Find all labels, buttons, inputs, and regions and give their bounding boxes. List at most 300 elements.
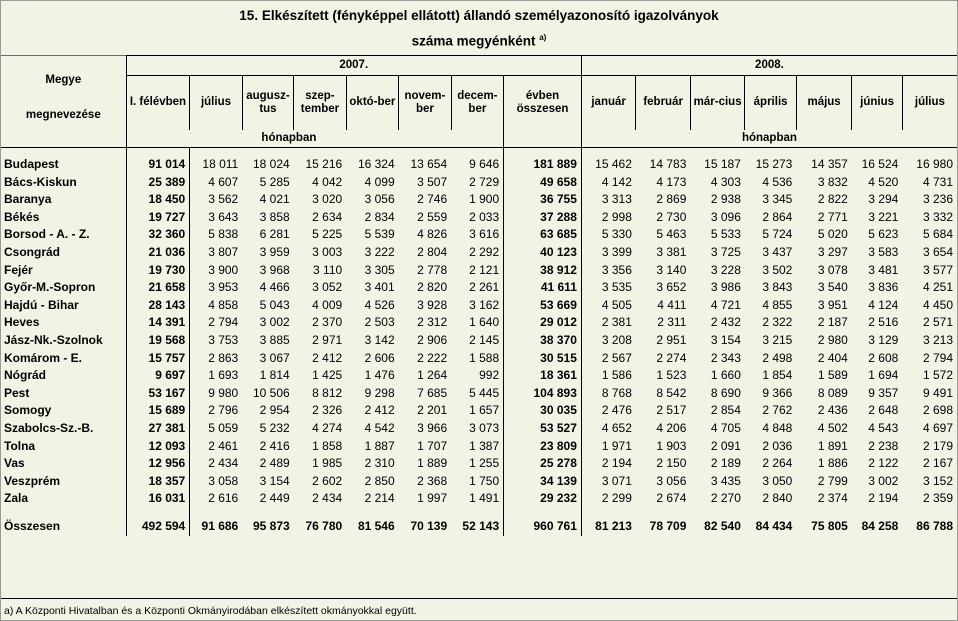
cell-value: 3 221 bbox=[868, 209, 899, 224]
cell-value: 3 652 bbox=[656, 280, 687, 295]
cell-value: 3 401 bbox=[364, 280, 395, 295]
cell-value: 3 140 bbox=[656, 262, 687, 277]
cell-value: 4 697 bbox=[922, 420, 953, 435]
cell-value: 3 725 bbox=[710, 244, 741, 259]
cell-value: 15 273 bbox=[755, 157, 793, 171]
cell-value: 2 299 bbox=[601, 491, 632, 506]
cell-value: 1 886 bbox=[817, 456, 848, 471]
year-2008-header: 2008. bbox=[581, 56, 957, 76]
cell-value: 16 031 bbox=[126, 490, 190, 508]
cell-value: 4 173 bbox=[656, 174, 687, 189]
col-header-2007-6: decem-ber bbox=[451, 76, 503, 130]
cell-value: 1 387 bbox=[451, 438, 503, 456]
cell-value: 25 389 bbox=[126, 174, 190, 192]
cell-value: 2 122 bbox=[868, 456, 899, 471]
col-header-2008-0: január bbox=[591, 96, 626, 109]
cell-value: 2 906 bbox=[417, 332, 448, 347]
cell-value: 15 216 bbox=[305, 157, 343, 171]
total-row bbox=[1, 516, 957, 536]
cell-value: 13 654 bbox=[410, 157, 448, 171]
cell-value: 2 606 bbox=[364, 350, 395, 365]
cell-value: 84 258 bbox=[861, 518, 899, 533]
cell-value: 3 435 bbox=[710, 473, 741, 488]
cell-value: 2 201 bbox=[417, 403, 448, 418]
table-row bbox=[1, 191, 957, 209]
cell-value: 2 370 bbox=[312, 315, 343, 330]
col-header-2007-2: augusz-tus bbox=[242, 76, 293, 130]
cell-value: 4 142 bbox=[601, 174, 632, 189]
cell-value: 2 434 bbox=[312, 491, 343, 506]
cell-value: 3 050 bbox=[762, 473, 793, 488]
cell-value: 3 073 bbox=[451, 420, 503, 438]
cell-value: 5 232 bbox=[259, 420, 290, 435]
honapban-label-2008: hónapban bbox=[581, 130, 957, 148]
cell-value: 15 187 bbox=[704, 157, 741, 171]
cell-value: 1 255 bbox=[451, 455, 503, 473]
cell-value: 4 855 bbox=[762, 297, 793, 312]
table-row bbox=[1, 174, 957, 192]
cell-value: 18 024 bbox=[252, 157, 290, 171]
cell-value: 3 294 bbox=[868, 192, 899, 207]
footnote: a) A Központi Hivatalban és a Központi Okmányirodában elkészített okmányokkal együtt. bbox=[4, 605, 417, 617]
cell-value: 95 873 bbox=[252, 518, 290, 533]
cell-value: 3 836 bbox=[868, 280, 899, 295]
cell-value: 3 297 bbox=[817, 244, 848, 259]
cell-value: 3 381 bbox=[656, 244, 687, 259]
cell-value: 2 840 bbox=[762, 491, 793, 506]
cell-value: 2 954 bbox=[259, 403, 290, 418]
table-title bbox=[1, 5, 957, 53]
cell-value: 1 572 bbox=[922, 368, 953, 383]
cell-value: 3 129 bbox=[868, 332, 899, 347]
cell-value: 16 980 bbox=[916, 157, 953, 171]
cell-value: 3 481 bbox=[868, 262, 899, 277]
cell-value: 1 814 bbox=[259, 368, 290, 383]
table-row bbox=[1, 367, 957, 385]
cell-value: 3 753 bbox=[208, 332, 239, 347]
cell-value: 4 450 bbox=[922, 297, 953, 312]
cell-value: 2 567 bbox=[601, 350, 632, 365]
cell-value: 29 232 bbox=[504, 490, 582, 508]
county-name: Pest bbox=[1, 385, 126, 403]
cell-value: 1 586 bbox=[601, 368, 632, 383]
cell-value: 3 986 bbox=[710, 280, 741, 295]
megye-header-cell bbox=[1, 56, 126, 148]
table-row bbox=[1, 156, 957, 174]
cell-value: 2 033 bbox=[451, 209, 503, 227]
cell-value: 2 834 bbox=[364, 209, 395, 224]
cell-value: 3 052 bbox=[312, 280, 343, 295]
cell-value: 3 208 bbox=[601, 332, 632, 347]
cell-value: 2 794 bbox=[208, 315, 239, 330]
cell-value: 9 357 bbox=[868, 385, 899, 400]
cell-value: 5 330 bbox=[601, 227, 632, 242]
table-row bbox=[1, 262, 957, 280]
cell-value: 4 274 bbox=[312, 420, 343, 435]
cell-value: 1 900 bbox=[451, 191, 503, 209]
cell-value: 3 356 bbox=[601, 262, 632, 277]
cell-value: 1 694 bbox=[868, 368, 899, 383]
cell-value: 70 139 bbox=[410, 518, 448, 533]
cell-value: 1 985 bbox=[312, 456, 343, 471]
cell-value: 2 869 bbox=[656, 192, 687, 207]
cell-value: 4 826 bbox=[417, 227, 448, 242]
cell-value: 3 096 bbox=[710, 209, 741, 224]
cell-value: 30 515 bbox=[504, 350, 582, 368]
cell-value: 492 594 bbox=[126, 516, 190, 536]
cell-value: 41 611 bbox=[504, 279, 582, 297]
cell-value: 3 654 bbox=[922, 244, 953, 259]
cell-value: 8 690 bbox=[710, 385, 741, 400]
cell-value: 2 150 bbox=[656, 456, 687, 471]
megye-header-sublabel: megnevezése bbox=[25, 109, 101, 121]
cell-value: 14 357 bbox=[811, 157, 848, 171]
cell-value: 9 697 bbox=[126, 367, 190, 385]
cell-value: 2 261 bbox=[451, 279, 503, 297]
cell-value: 2 489 bbox=[259, 456, 290, 471]
cell-value: 1 425 bbox=[312, 368, 343, 383]
cell-value: 3 056 bbox=[656, 473, 687, 488]
col-header-2007-4: októ-ber bbox=[346, 76, 398, 130]
cell-value: 5 623 bbox=[868, 227, 899, 242]
cell-value: 2 359 bbox=[922, 491, 953, 506]
cell-value: 3 332 bbox=[922, 209, 953, 224]
cell-value: 3 020 bbox=[312, 192, 343, 207]
cell-value: 2 476 bbox=[601, 403, 632, 418]
col-header-2008-1: február bbox=[636, 76, 691, 130]
cell-value: 52 143 bbox=[451, 516, 503, 536]
cell-value: 2 436 bbox=[817, 403, 848, 418]
cell-value: 2 121 bbox=[451, 262, 503, 280]
cell-value: 9 980 bbox=[208, 385, 239, 400]
cell-value: 2 822 bbox=[817, 192, 848, 207]
cell-value: 2 778 bbox=[417, 262, 448, 277]
cell-value: 3 162 bbox=[451, 297, 503, 315]
cell-value: 3 154 bbox=[710, 332, 741, 347]
cell-value: 2 412 bbox=[364, 403, 395, 418]
cell-value: 2 850 bbox=[364, 473, 395, 488]
cell-value: 38 912 bbox=[504, 262, 582, 280]
cell-value: 2 951 bbox=[656, 332, 687, 347]
cell-value: 3 213 bbox=[922, 332, 953, 347]
cell-value: 2 616 bbox=[208, 491, 239, 506]
cell-value: 8 812 bbox=[312, 385, 343, 400]
year-2007-header: 2007. bbox=[126, 56, 581, 76]
cell-value: 2 322 bbox=[762, 315, 793, 330]
cell-value: 5 445 bbox=[451, 385, 503, 403]
cell-value: 3 078 bbox=[817, 262, 848, 277]
cell-value: 2 762 bbox=[762, 403, 793, 418]
cell-value: 3 502 bbox=[762, 262, 793, 277]
cell-value: 3 222 bbox=[364, 244, 395, 259]
cell-value: 7 685 bbox=[417, 385, 448, 400]
county-name: Heves bbox=[1, 314, 126, 332]
table-row bbox=[1, 279, 957, 297]
cell-value: 34 139 bbox=[504, 473, 582, 491]
cell-value: 3 540 bbox=[817, 280, 848, 295]
table-row bbox=[1, 385, 957, 403]
cell-value: 82 540 bbox=[704, 518, 741, 533]
county-name: Vas bbox=[1, 455, 126, 473]
cell-value: 1 971 bbox=[601, 438, 632, 453]
cell-value: 4 607 bbox=[208, 174, 239, 189]
cell-value: 5 724 bbox=[762, 227, 793, 242]
total-label: Összesen bbox=[1, 516, 126, 536]
cell-value: 2 796 bbox=[208, 403, 239, 418]
county-name: Veszprém bbox=[1, 473, 126, 491]
cell-value: 4 042 bbox=[312, 174, 343, 189]
cell-value: 2 434 bbox=[208, 456, 239, 471]
cell-value: 2 311 bbox=[657, 315, 687, 330]
cell-value: 2 799 bbox=[817, 473, 848, 488]
table-row bbox=[1, 350, 957, 368]
cell-value: 16 524 bbox=[861, 157, 899, 171]
cell-value: 4 721 bbox=[710, 297, 741, 312]
cell-value: 3 900 bbox=[208, 262, 239, 277]
cell-value: 1 264 bbox=[417, 368, 448, 383]
cell-value: 2 698 bbox=[922, 403, 953, 418]
cell-value: 4 021 bbox=[259, 192, 290, 207]
cell-value: 4 502 bbox=[817, 420, 848, 435]
cell-value: 3 228 bbox=[710, 262, 741, 277]
cell-value: 1 660 bbox=[710, 368, 741, 383]
county-name: Borsod - A. - Z. bbox=[1, 226, 126, 244]
cell-value: 5 838 bbox=[208, 227, 239, 242]
cell-value: 2 517 bbox=[656, 403, 687, 418]
county-name: Bács-Kiskun bbox=[1, 174, 126, 192]
county-name: Békés bbox=[1, 209, 126, 227]
cell-value: 3 928 bbox=[417, 297, 448, 312]
cell-value: 3 236 bbox=[922, 192, 953, 207]
cell-value: 3 858 bbox=[259, 209, 290, 224]
cell-value: 3 071 bbox=[601, 473, 632, 488]
cell-value: 4 466 bbox=[259, 280, 290, 295]
cell-value: 3 577 bbox=[922, 262, 953, 277]
cell-value: 4 099 bbox=[364, 174, 395, 189]
cell-value: 1 707 bbox=[417, 438, 448, 453]
table-row bbox=[1, 455, 957, 473]
cell-value: 25 278 bbox=[504, 455, 582, 473]
county-name: Hajdú - Bihar bbox=[1, 297, 126, 315]
col-header-2007-3: szep-tember bbox=[294, 76, 346, 130]
col-header-2008-2: már-cius bbox=[690, 76, 745, 130]
title-line-1: 15. Elkészített (fényképpel ellátott) állandó személyazonosító igazolványok bbox=[239, 8, 719, 23]
cell-value: 3 345 bbox=[762, 192, 793, 207]
cell-value: 1 854 bbox=[762, 368, 793, 383]
county-name: Jász-Nk.-Szolnok bbox=[1, 332, 126, 350]
cell-value: 2 648 bbox=[868, 403, 899, 418]
cell-value: 2 036 bbox=[762, 438, 793, 453]
cell-value: 2 971 bbox=[312, 332, 343, 347]
cell-value: 1 523 bbox=[656, 368, 687, 383]
table-row bbox=[1, 420, 957, 438]
cell-value: 3 305 bbox=[364, 262, 395, 277]
table-row bbox=[1, 209, 957, 227]
county-name: Csongrád bbox=[1, 244, 126, 262]
cell-value: 2 274 bbox=[656, 350, 687, 365]
cell-value: 2 634 bbox=[312, 209, 343, 224]
col-header-2008-4: május bbox=[796, 76, 852, 130]
cell-value: 3 807 bbox=[208, 244, 239, 259]
col-header-2008-5: június bbox=[852, 76, 902, 130]
cell-value: 2 292 bbox=[451, 244, 503, 262]
cell-value: 3 562 bbox=[208, 192, 239, 207]
county-name: Zala bbox=[1, 490, 126, 508]
cell-value: 84 434 bbox=[755, 518, 793, 533]
cell-value: 12 093 bbox=[126, 438, 190, 456]
cell-value: 2 498 bbox=[762, 350, 793, 365]
cell-value: 2 729 bbox=[451, 174, 503, 192]
cell-value: 4 124 bbox=[868, 297, 899, 312]
cell-value: 2 804 bbox=[417, 244, 448, 259]
cell-value: 5 684 bbox=[922, 227, 953, 242]
cell-value: 18 011 bbox=[202, 157, 239, 171]
cell-value: 2 381 bbox=[601, 315, 632, 330]
cell-value: 2 863 bbox=[208, 350, 239, 365]
cell-value: 53 167 bbox=[126, 385, 190, 403]
cell-value: 2 145 bbox=[451, 332, 503, 350]
cell-value: 29 012 bbox=[504, 314, 582, 332]
col-header-2007-5: novem-ber bbox=[399, 76, 451, 130]
cell-value: 4 009 bbox=[312, 297, 343, 312]
cell-value: 18 450 bbox=[126, 191, 190, 209]
cell-value: 2 864 bbox=[762, 209, 793, 224]
footnote-separator bbox=[1, 598, 957, 599]
cell-value: 2 516 bbox=[868, 315, 899, 330]
cell-value: 19 727 bbox=[126, 209, 190, 227]
cell-value: 181 889 bbox=[504, 156, 582, 174]
cell-value: 2 571 bbox=[922, 315, 953, 330]
cell-value: 3 110 bbox=[313, 262, 343, 277]
cell-value: 3 535 bbox=[601, 280, 632, 295]
cell-value: 2 310 bbox=[364, 456, 395, 471]
cell-value: 3 843 bbox=[762, 280, 793, 295]
cell-value: 10 506 bbox=[252, 385, 290, 400]
cell-value: 9 491 bbox=[922, 385, 953, 400]
cell-value: 2 238 bbox=[868, 438, 899, 453]
cell-value: 5 059 bbox=[208, 420, 239, 435]
cell-value: 2 938 bbox=[710, 192, 741, 207]
cell-value: 15 462 bbox=[595, 157, 632, 171]
cell-value: 1 657 bbox=[451, 402, 503, 420]
cell-value: 2 343 bbox=[710, 350, 741, 365]
cell-value: 5 463 bbox=[656, 227, 687, 242]
county-name: Budapest bbox=[1, 156, 126, 174]
cell-value: 5 020 bbox=[817, 227, 848, 242]
cell-value: 2 222 bbox=[417, 350, 448, 365]
cell-value: 2 998 bbox=[601, 209, 632, 224]
cell-value: 21 658 bbox=[126, 279, 190, 297]
cell-value: 2 746 bbox=[417, 192, 448, 207]
cell-value: 14 783 bbox=[649, 157, 687, 171]
cell-value: 4 303 bbox=[710, 174, 741, 189]
cell-value: 27 381 bbox=[126, 420, 190, 438]
cell-value: 2 194 bbox=[601, 456, 632, 471]
cell-value: 2 820 bbox=[417, 280, 448, 295]
cell-value: 3 832 bbox=[817, 174, 848, 189]
cell-value: 1 891 bbox=[817, 438, 848, 453]
cell-value: 2 432 bbox=[710, 315, 741, 330]
cell-value: 2 794 bbox=[922, 350, 953, 365]
cell-value: 53 669 bbox=[504, 297, 582, 315]
cell-value: 2 608 bbox=[868, 350, 899, 365]
cell-value: 2 449 bbox=[259, 491, 290, 506]
megye-header-label: Megye bbox=[45, 74, 82, 86]
table-row bbox=[1, 297, 957, 315]
col-header-2008-3: április bbox=[745, 76, 796, 130]
honapban-label-2007: hónapban bbox=[126, 130, 451, 148]
cell-value: 3 056 bbox=[364, 192, 395, 207]
cell-value: 992 bbox=[451, 367, 503, 385]
cell-value: 1 588 bbox=[451, 350, 503, 368]
cell-value: 86 788 bbox=[916, 518, 953, 533]
cell-value: 30 035 bbox=[504, 402, 582, 420]
cell-value: 38 370 bbox=[504, 332, 582, 350]
cell-value: 21 036 bbox=[126, 244, 190, 262]
statistics-table bbox=[1, 55, 957, 536]
cell-value: 4 542 bbox=[364, 420, 395, 435]
cell-value: 1 693 bbox=[208, 368, 239, 383]
cell-value: 12 956 bbox=[126, 455, 190, 473]
cell-value: 15 757 bbox=[126, 350, 190, 368]
cell-value: 2 189 bbox=[710, 456, 741, 471]
cell-value: 5 225 bbox=[312, 227, 343, 242]
cell-value: 3 142 bbox=[364, 332, 395, 347]
cell-value: 3 507 bbox=[417, 174, 448, 189]
cell-value: 2 179 bbox=[922, 438, 953, 453]
cell-value: 76 780 bbox=[305, 518, 343, 533]
cell-value: 2 167 bbox=[922, 456, 953, 471]
cell-value: 3 067 bbox=[259, 350, 290, 365]
cell-value: 3 968 bbox=[259, 262, 290, 277]
county-name: Szabolcs-Sz.-B. bbox=[1, 420, 126, 438]
cell-value: 2 412 bbox=[312, 350, 343, 365]
cell-value: 8 089 bbox=[817, 385, 848, 400]
cell-value: 23 809 bbox=[504, 438, 582, 456]
cell-value: 9 298 bbox=[364, 385, 395, 400]
cell-value: 15 689 bbox=[126, 402, 190, 420]
table-row bbox=[1, 244, 957, 262]
cell-value: 3 966 bbox=[417, 420, 448, 435]
cell-value: 1 589 bbox=[817, 368, 848, 383]
cell-value: 2 730 bbox=[656, 209, 687, 224]
cell-value: 2 264 bbox=[762, 456, 793, 471]
col-header-2007-0: I. félévben bbox=[126, 76, 190, 130]
cell-value: 9 646 bbox=[451, 156, 503, 174]
cell-value: 3 885 bbox=[259, 332, 290, 347]
cell-value: 4 858 bbox=[208, 297, 239, 312]
cell-value: 4 411 bbox=[657, 297, 687, 312]
title-line-2: száma megyénként $^{a)}$ bbox=[411, 33, 547, 49]
cell-value: 2 194 bbox=[868, 491, 899, 506]
table-row bbox=[1, 473, 957, 491]
cell-value: 2 416 bbox=[259, 438, 290, 453]
cell-value: 5 533 bbox=[710, 227, 741, 242]
cell-value: 3 951 bbox=[817, 297, 848, 312]
cell-value: 2 187 bbox=[817, 315, 848, 330]
cell-value: 91 014 bbox=[126, 156, 190, 174]
cell-value: 2 461 bbox=[208, 438, 239, 453]
cell-value: 3 313 bbox=[601, 192, 632, 207]
cell-value: 1 887 bbox=[364, 438, 395, 453]
table-row bbox=[1, 332, 957, 350]
cell-value: 9 366 bbox=[762, 385, 793, 400]
cell-value: 2 674 bbox=[656, 491, 687, 506]
footnote-marker: a) bbox=[539, 33, 547, 42]
cell-value: 4 505 bbox=[601, 297, 632, 312]
cell-value: 1 476 bbox=[364, 368, 395, 383]
cell-value: 3 002 bbox=[259, 315, 290, 330]
